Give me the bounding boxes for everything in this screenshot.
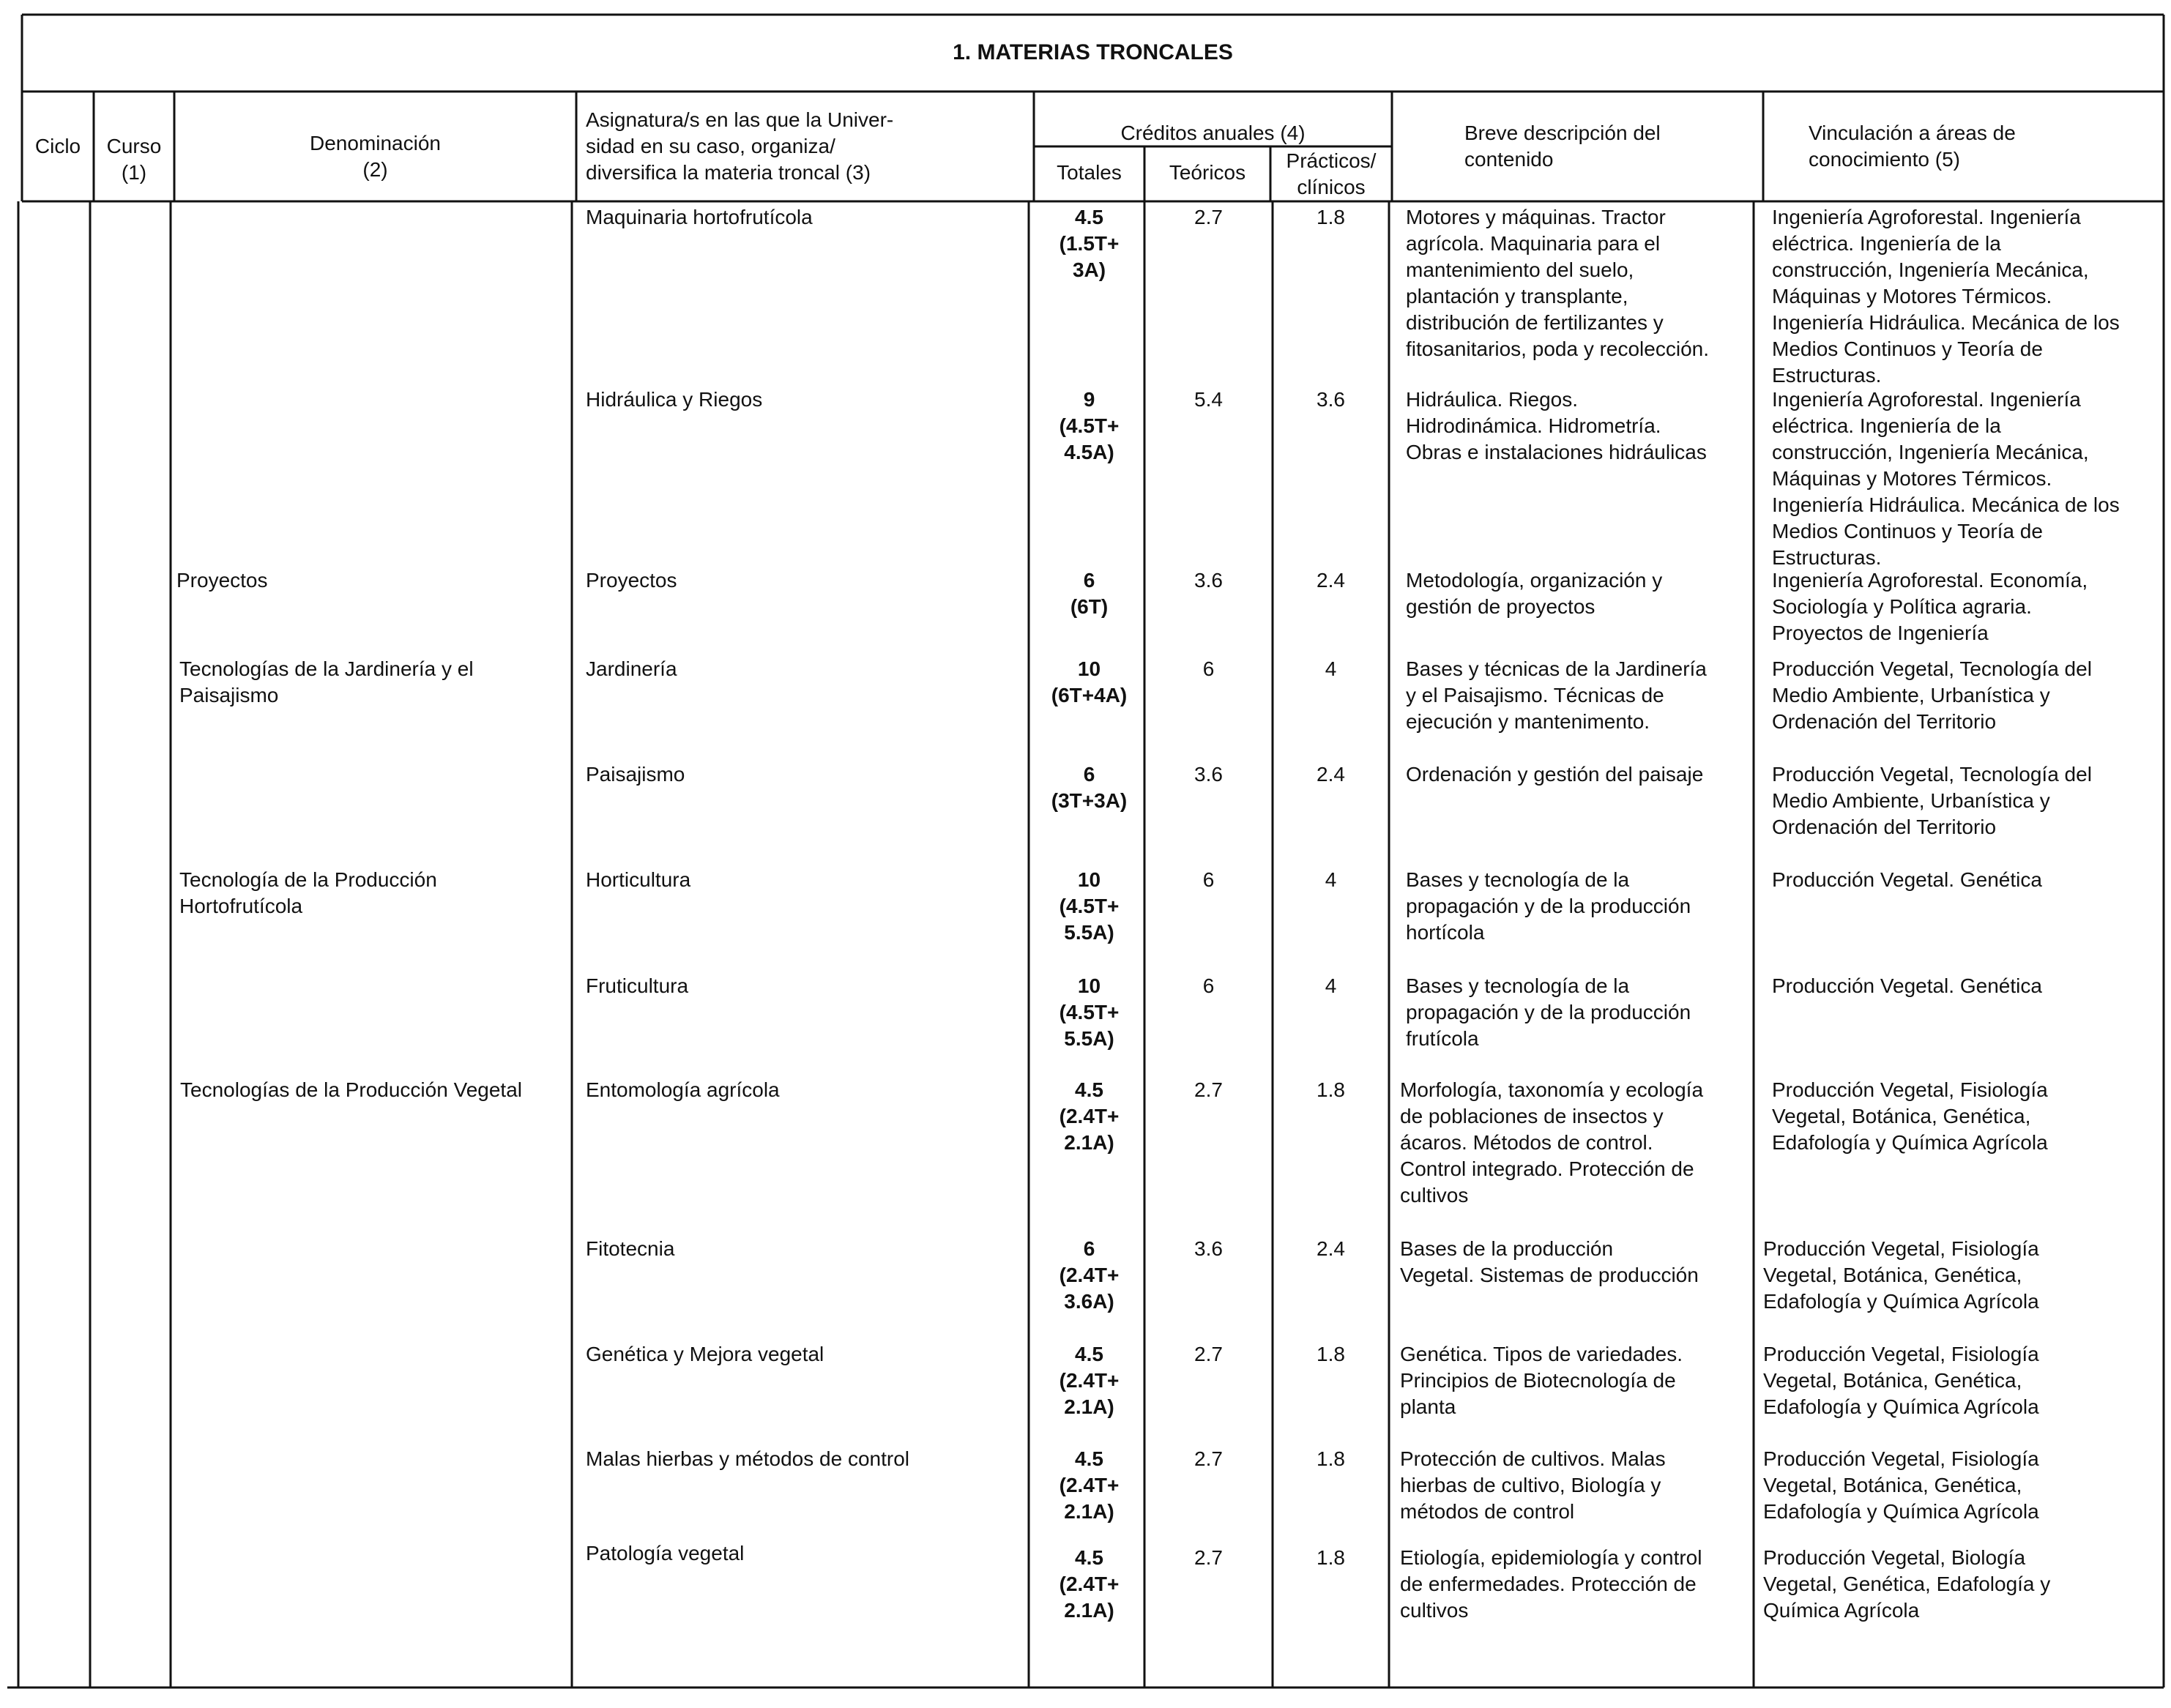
asignatura-cell: Maquinaria hortofrutícola bbox=[586, 206, 813, 228]
teoricos-cell: 2.7 bbox=[1194, 1343, 1223, 1365]
asignatura-cell: Proyectos bbox=[586, 569, 677, 592]
descripcion-cell: Morfología, taxonomía y ecología de poblaciones de insectos y ácaros. Métodos de control. Control integrado. Protección de cultivos bbox=[1400, 1078, 1704, 1207]
practicos-cell: 2.4 bbox=[1317, 569, 1345, 592]
vinculacion-cell: Producción Vegetal, Tecnología del Medio Ambiente, Urbanística y Ordenación del Territorio bbox=[1772, 763, 2092, 838]
practicos-cell: 1.8 bbox=[1317, 206, 1345, 228]
totales-cell: 10 (4.5T+ 5.5A) bbox=[1059, 974, 1120, 1050]
descripcion-cell: Motores y máquinas. Tractor agrícola. Maquinaria para el mantenimiento del suelo, plantación y transplante, distribución de fertilizantes y fitosanitarios, poda y recolección. bbox=[1406, 206, 1709, 360]
vinculacion-cell: Producción Vegetal, Fisiología Vegetal, Botánica, Genética, Edafología y Química Agrícola bbox=[1763, 1237, 2039, 1313]
asignatura-cell: Entomología agrícola bbox=[586, 1078, 780, 1101]
denominacion-item: Tecnologías de la Jardinería y el Paisajismo bbox=[179, 657, 474, 706]
teoricos-cell: 3.6 bbox=[1194, 569, 1223, 592]
vinculacion-cell: Producción Vegetal, Biología Vegetal, Genética, Edafología y Química Agrícola bbox=[1763, 1546, 2051, 1622]
vinculacion-cell: Ingeniería Agroforestal. Ingeniería eléctrica. Ingeniería de la construcción, Ingeniería Mecánica, Máquinas y Motores Térmicos. Ingeniería Hidráulica. Mecánica de los Medios Continuos y Teoría de Estructuras. bbox=[1772, 206, 2120, 387]
totales-cell: 4.5 (2.4T+ 2.1A) bbox=[1059, 1343, 1120, 1418]
descripcion-cell: Protección de cultivos. Malas hierbas de cultivo, Biología y métodos de control bbox=[1400, 1447, 1666, 1523]
practicos-cell: 1.8 bbox=[1317, 1546, 1345, 1569]
descripcion-cell: Genética. Tipos de variedades. Principios de Biotecnología de planta bbox=[1400, 1343, 1683, 1418]
practicos-cell: 1.8 bbox=[1317, 1343, 1345, 1365]
practicos-cell: 2.4 bbox=[1317, 763, 1345, 786]
denominacion-item: Tecnologías de la Producción Vegetal bbox=[180, 1078, 522, 1101]
denominacion-item: Proyectos bbox=[176, 569, 268, 592]
header-vinculacion: Vinculación a áreas de conocimiento (5) bbox=[1809, 122, 2016, 171]
totales-cell: 10 (6T+4A) bbox=[1051, 657, 1128, 706]
totales-cell: 6 (6T) bbox=[1070, 569, 1109, 618]
teoricos-cell: 2.7 bbox=[1194, 206, 1223, 228]
header-asignatura: Asignatura/s en las que la Univer- sidad en su caso, organiza/ diversifica la materia troncal (3) bbox=[586, 108, 894, 184]
practicos-cell: 4 bbox=[1325, 868, 1337, 891]
vinculacion-cell: Producción Vegetal. Genética bbox=[1772, 868, 2042, 891]
totales-cell: 4.5 (1.5T+ 3A) bbox=[1059, 206, 1120, 281]
teoricos-cell: 5.4 bbox=[1194, 388, 1223, 411]
asignatura-cell: Horticultura bbox=[586, 868, 691, 891]
practicos-cell: 4 bbox=[1325, 657, 1337, 680]
vinculacion-cell: Producción Vegetal, Tecnología del Medio Ambiente, Urbanística y Ordenación del Territorio bbox=[1772, 657, 2092, 733]
descripcion-cell: Bases y técnicas de la Jardinería y el Paisajismo. Técnicas de ejecución y mantenimento. bbox=[1406, 657, 1707, 733]
teoricos-cell: 2.7 bbox=[1194, 1078, 1223, 1101]
vinculacion-cell: Ingeniería Agroforestal. Economía, Sociología y Política agraria. Proyectos de Ingeniería bbox=[1772, 569, 2088, 644]
totales-cell: 4.5 (2.4T+ 2.1A) bbox=[1059, 1078, 1120, 1154]
teoricos-cell: 2.7 bbox=[1194, 1447, 1223, 1470]
descripcion-cell: Bases y tecnología de la propagación y de la producción frutícola bbox=[1406, 974, 1691, 1050]
vinculacion-cell: Producción Vegetal, Fisiología Vegetal, Botánica, Genética, Edafología y Química Agrícola bbox=[1763, 1447, 2039, 1523]
practicos-cell: 2.4 bbox=[1317, 1237, 1345, 1260]
header-totales: Totales bbox=[1057, 161, 1122, 184]
practicos-cell: 4 bbox=[1325, 974, 1337, 997]
header-ciclo: Ciclo bbox=[34, 135, 81, 157]
header-denominacion: Denominación (2) bbox=[310, 132, 441, 181]
table-title: 1. MATERIAS TRONCALES bbox=[953, 40, 1233, 64]
header-curso: Curso (1) bbox=[106, 135, 162, 184]
vinculacion-cell: Producción Vegetal. Genética bbox=[1772, 974, 2042, 997]
descripcion-cell: Bases y tecnología de la propagación y de la producción hortícola bbox=[1406, 868, 1691, 944]
asignatura-cell: Patología vegetal bbox=[586, 1542, 745, 1565]
asignatura-cell: Fruticultura bbox=[586, 974, 689, 997]
asignatura-cell: Fitotecnia bbox=[586, 1237, 675, 1260]
descripcion-cell: Metodología, organización y gestión de proyectos bbox=[1406, 569, 1663, 618]
teoricos-cell: 2.7 bbox=[1194, 1546, 1223, 1569]
descripcion-cell: Etiología, epidemiología y control de enfermedades. Protección de cultivos bbox=[1400, 1546, 1702, 1622]
teoricos-cell: 6 bbox=[1202, 868, 1215, 891]
totales-cell: 6 (2.4T+ 3.6A) bbox=[1059, 1237, 1120, 1313]
asignatura-cell: Jardinería bbox=[586, 657, 677, 680]
asignatura-cell: Genética y Mejora vegetal bbox=[586, 1343, 824, 1365]
asignatura-cell: Malas hierbas y métodos de control bbox=[586, 1447, 909, 1470]
descripcion-cell: Ordenación y gestión del paisaje bbox=[1406, 763, 1704, 786]
header-creditos: Créditos anuales (4) bbox=[1120, 122, 1306, 144]
teoricos-cell: 6 bbox=[1202, 657, 1215, 680]
totales-cell: 9 (4.5T+ 4.5A) bbox=[1059, 388, 1120, 463]
asignatura-cell: Paisajismo bbox=[586, 763, 685, 786]
descripcion-cell: Hidráulica. Riegos. Hidrodinámica. Hidrometría. Obras e instalaciones hidráulicas bbox=[1406, 388, 1707, 463]
totales-cell: 10 (4.5T+ 5.5A) bbox=[1059, 868, 1120, 944]
totales-cell: 4.5 (2.4T+ 2.1A) bbox=[1059, 1546, 1120, 1622]
teoricos-cell: 3.6 bbox=[1194, 1237, 1223, 1260]
header-practicos: Prácticos/ clínicos bbox=[1286, 149, 1377, 198]
practicos-cell: 1.8 bbox=[1317, 1078, 1345, 1101]
denominacion-item: Tecnología de la Producción Hortofrutícola bbox=[179, 868, 437, 917]
vinculacion-cell: Ingeniería Agroforestal. Ingeniería eléctrica. Ingeniería de la construcción, Ingeniería Mecánica, Máquinas y Motores Térmicos. Ingeniería Hidráulica. Mecánica de los Medios Continuos y Teoría de Estructuras. bbox=[1772, 388, 2120, 569]
descripcion-cell: Bases de la producción Vegetal. Sistemas de producción bbox=[1400, 1237, 1699, 1286]
practicos-cell: 3.6 bbox=[1317, 388, 1345, 411]
vinculacion-cell: Producción Vegetal, Fisiología Vegetal, Botánica, Genética, Edafología y Química Agrícola bbox=[1772, 1078, 2048, 1154]
header-descripcion: Breve descripción del contenido bbox=[1464, 122, 1661, 171]
practicos-cell: 1.8 bbox=[1317, 1447, 1345, 1470]
vinculacion-cell: Producción Vegetal, Fisiología Vegetal, Botánica, Genética, Edafología y Química Agrícola bbox=[1763, 1343, 2039, 1418]
header-teoricos: Teóricos bbox=[1169, 161, 1246, 184]
totales-cell: 6 (3T+3A) bbox=[1051, 763, 1128, 812]
asignatura-cell: Hidráulica y Riegos bbox=[586, 388, 763, 411]
totales-cell: 4.5 (2.4T+ 2.1A) bbox=[1059, 1447, 1120, 1523]
teoricos-cell: 3.6 bbox=[1194, 763, 1223, 786]
teoricos-cell: 6 bbox=[1202, 974, 1215, 997]
